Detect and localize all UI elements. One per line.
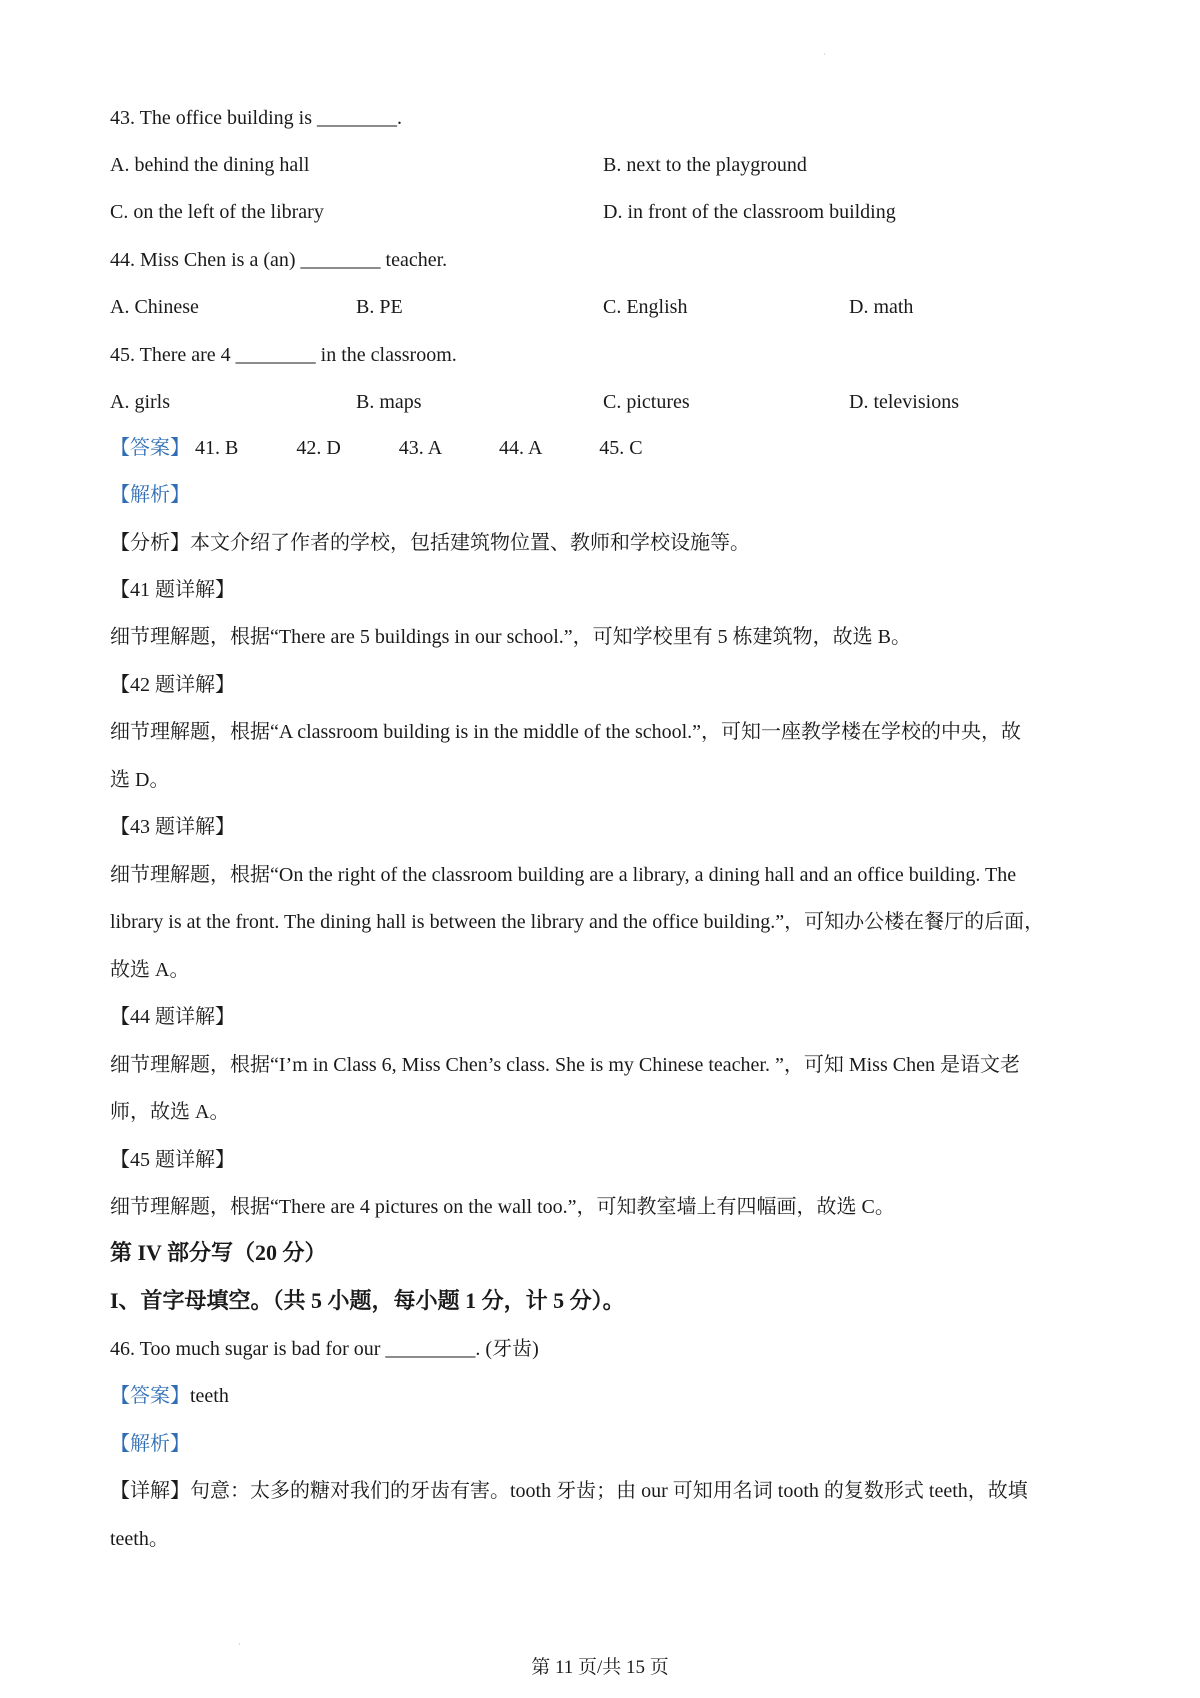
question-44-stem: 44. Miss Chen is a (an) ________ teacher. xyxy=(110,249,448,271)
q43-option-b: B. next to the playground xyxy=(603,154,807,176)
scan-mark: · xyxy=(238,1640,241,1649)
q45-option-b: B. maps xyxy=(356,391,422,413)
section-heading: 第 IV 部分写（20 分） xyxy=(110,1240,327,1265)
detail-44-text: 细节理解题，根据“I’m in Class 6, Miss Chen’s class. She is my Chinese teacher. ”，可知 Miss Chen 是语文老 xyxy=(110,1054,1020,1076)
q46-analysis-label: 【解析】 xyxy=(110,1433,190,1455)
q44-option-b: B. PE xyxy=(356,296,403,318)
page-number: 第 11 页/共 15 页 xyxy=(531,1657,669,1678)
detail-41-text: 细节理解题，根据“There are 5 buildings in our school.”，可知学校里有 5 栋建筑物，故选 B。 xyxy=(110,626,912,648)
detail-45-text: 细节理解题，根据“There are 4 pictures on the wall too.”，可知教室墙上有四幅画，故选 C。 xyxy=(110,1196,895,1218)
detail-43-text: library is at the front. The dining hall is between the library and the office building.”，可知办公楼在餐厅的后面， xyxy=(110,911,1045,933)
answer-item: 43. A xyxy=(398,437,442,459)
q44-option-c: C. English xyxy=(603,296,688,318)
answers-row xyxy=(110,435,643,461)
detail-44-text: 师，故选 A。 xyxy=(110,1101,230,1123)
answer-item: 44. A xyxy=(499,437,542,459)
q43-option-a: A. behind the dining hall xyxy=(110,154,310,176)
answer-item: 41. B xyxy=(195,437,239,459)
detail-43-text: 故选 A。 xyxy=(110,959,190,981)
q46-detail: 【详解】句意：太多的糖对我们的牙齿有害。tooth 牙齿；由 our 可知用名词 tooth 的复数形式 teeth，故填 xyxy=(110,1480,1028,1502)
answer-label: 【答案】 xyxy=(110,1385,190,1407)
question-46-stem: 46. Too much sugar is bad for our _________. (牙齿) xyxy=(110,1338,539,1360)
detail-41-title: 【41 题详解】 xyxy=(110,579,235,601)
summary: 【分析】本文介绍了作者的学校，包括建筑物位置、教师和学校设施等。 xyxy=(110,532,750,554)
q46-answer: teeth xyxy=(190,1385,229,1407)
analysis-label: 【解析】 xyxy=(110,484,190,506)
detail-43-title: 【43 题详解】 xyxy=(110,816,235,838)
detail-45-title: 【45 题详解】 xyxy=(110,1149,235,1171)
answer-label: 【答案】 xyxy=(110,437,190,459)
q44-option-a: A. Chinese xyxy=(110,296,199,318)
detail-42-text: 选 D。 xyxy=(110,769,170,791)
q45-option-c: C. pictures xyxy=(603,391,690,413)
question-43-stem: 43. The office building is ________. xyxy=(110,107,403,129)
answer-item: 42. D xyxy=(296,437,341,459)
q46-answer-row xyxy=(110,1383,229,1409)
q45-option-a: A. girls xyxy=(110,391,170,413)
q46-detail: teeth。 xyxy=(110,1528,169,1550)
detail-42-title: 【42 题详解】 xyxy=(110,674,235,696)
detail-44-title: 【44 题详解】 xyxy=(110,1006,235,1028)
subsection-heading: I、首字母填空。（共 5 小题，每小题 1 分，计 5 分）。 xyxy=(110,1288,625,1313)
q43-option-c: C. on the left of the library xyxy=(110,201,324,223)
q43-option-d: D. in front of the classroom building xyxy=(603,201,896,223)
q44-option-d: D. math xyxy=(849,296,914,318)
detail-42-text: 细节理解题，根据“A classroom building is in the middle of the school.”，可知一座教学楼在学校的中央，故 xyxy=(110,721,1022,743)
q45-option-d: D. televisions xyxy=(849,391,959,413)
detail-43-text: 细节理解题，根据“On the right of the classroom building are a library, a dining hall and an office building. The xyxy=(110,864,1017,886)
question-45-stem: 45. There are 4 ________ in the classroom. xyxy=(110,344,457,366)
scan-mark: · xyxy=(823,50,826,59)
answer-item: 45. C xyxy=(599,437,643,459)
